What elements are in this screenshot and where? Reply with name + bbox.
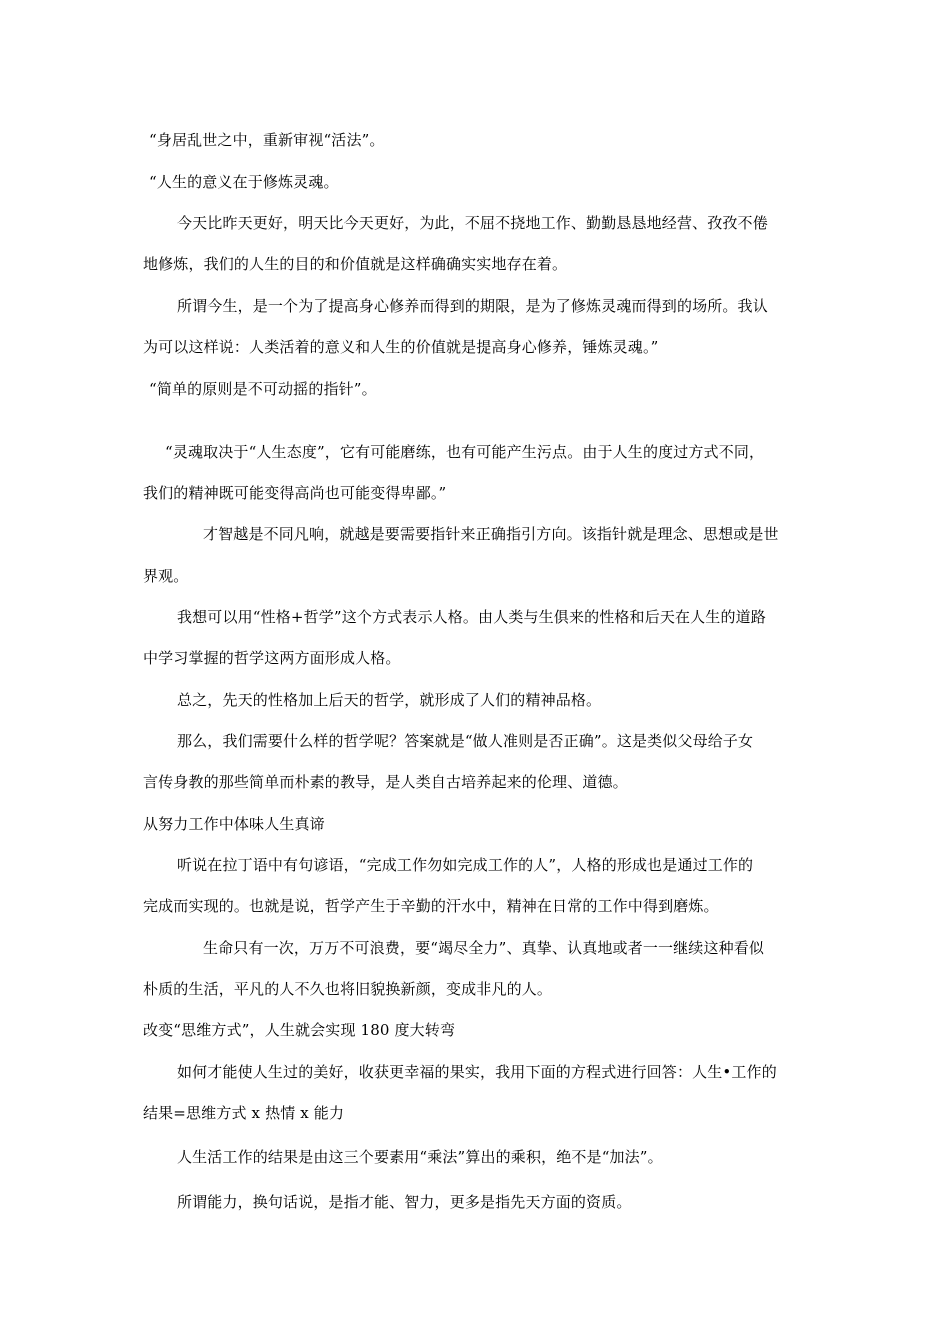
text-line: 今天比昨天更好，明天比今天更好，为此，不屈不挠地工作、勤勤恳恳地经营、孜孜不倦 [177, 214, 768, 232]
text-line: 我们的精神既可能变得高尚也可能变得卑鄙。” [143, 484, 447, 502]
text-line: 如何才能使人生过的美好，收获更幸福的果实，我用下面的方程式进行回答：人生•工作的 [177, 1063, 777, 1081]
text-line: 我想可以用“性格+哲学”这个方式表示人格。由人类与生俱来的性格和后天在人生的道路 [177, 608, 766, 626]
text-line: 才智越是不同凡响，就越是要需要指针来正确指引方向。该指针就是理念、思想或是世 [203, 525, 779, 543]
text-line: 结果=思维方式 x 热情 x 能力 [143, 1104, 345, 1122]
section-heading: 改变“思维方式”，人生就会实现 180 度大转弯 [143, 1021, 456, 1039]
text-line: 那么，我们需要什么样的哲学呢？答案就是“做人准则是否正确”。这是类似父母给子女 [177, 732, 754, 750]
text-line: “人生的意义在于修炼灵魂。 [149, 173, 339, 191]
text-line: “身居乱世之中，重新审视“活法”。 [149, 131, 385, 149]
text-line: 生命只有一次，万万不可浪费，要“竭尽全力”、真挚、认真地或者一一继续这种看似 [203, 939, 765, 957]
section-heading: 从努力工作中体味人生真谛 [143, 815, 325, 833]
text-line: 朴质的生活，平凡的人不久也将旧貌换新颜，变成非凡的人。 [143, 980, 553, 998]
text-line: 人生活工作的结果是由这三个要素用“乘法”算出的乘积，绝不是“加法”。 [177, 1148, 663, 1166]
text-line: 为可以这样说：人类活着的意义和人生的价值就是提高身心修养，锤炼灵魂。” [143, 338, 659, 356]
text-line: “灵魂取决于“人生态度”，它有可能磨练，也有可能产生污点。由于人生的度过方式不同， [165, 443, 765, 461]
text-line: 听说在拉丁语中有句谚语，“完成工作勿如完成工作的人”，人格的形成也是通过工作的 [177, 856, 754, 874]
text-line: 界观。 [143, 567, 189, 585]
text-line: 总之，先天的性格加上后天的哲学，就形成了人们的精神品格。 [177, 691, 602, 709]
text-line: 所谓今生，是一个为了提高身心修养而得到的期限，是为了修炼灵魂而得到的场所。我认 [177, 297, 768, 315]
text-line: 地修炼，我们的人生的目的和价值就是这样确确实实地存在着。 [143, 255, 568, 273]
text-line: 完成而实现的。也就是说，哲学产生于辛勤的汗水中，精神在日常的工作中得到磨炼。 [143, 897, 719, 915]
text-line: “简单的原则是不可动摇的指针”。 [149, 380, 377, 398]
text-line: 中学习掌握的哲学这两方面形成人格。 [143, 649, 401, 667]
text-line: 所谓能力，换句话说，是指才能、智力，更多是指先天方面的资质。 [177, 1193, 632, 1211]
text-line: 言传身教的那些简单而朴素的教导，是人类自古培养起来的伦理、道德。 [143, 773, 628, 791]
